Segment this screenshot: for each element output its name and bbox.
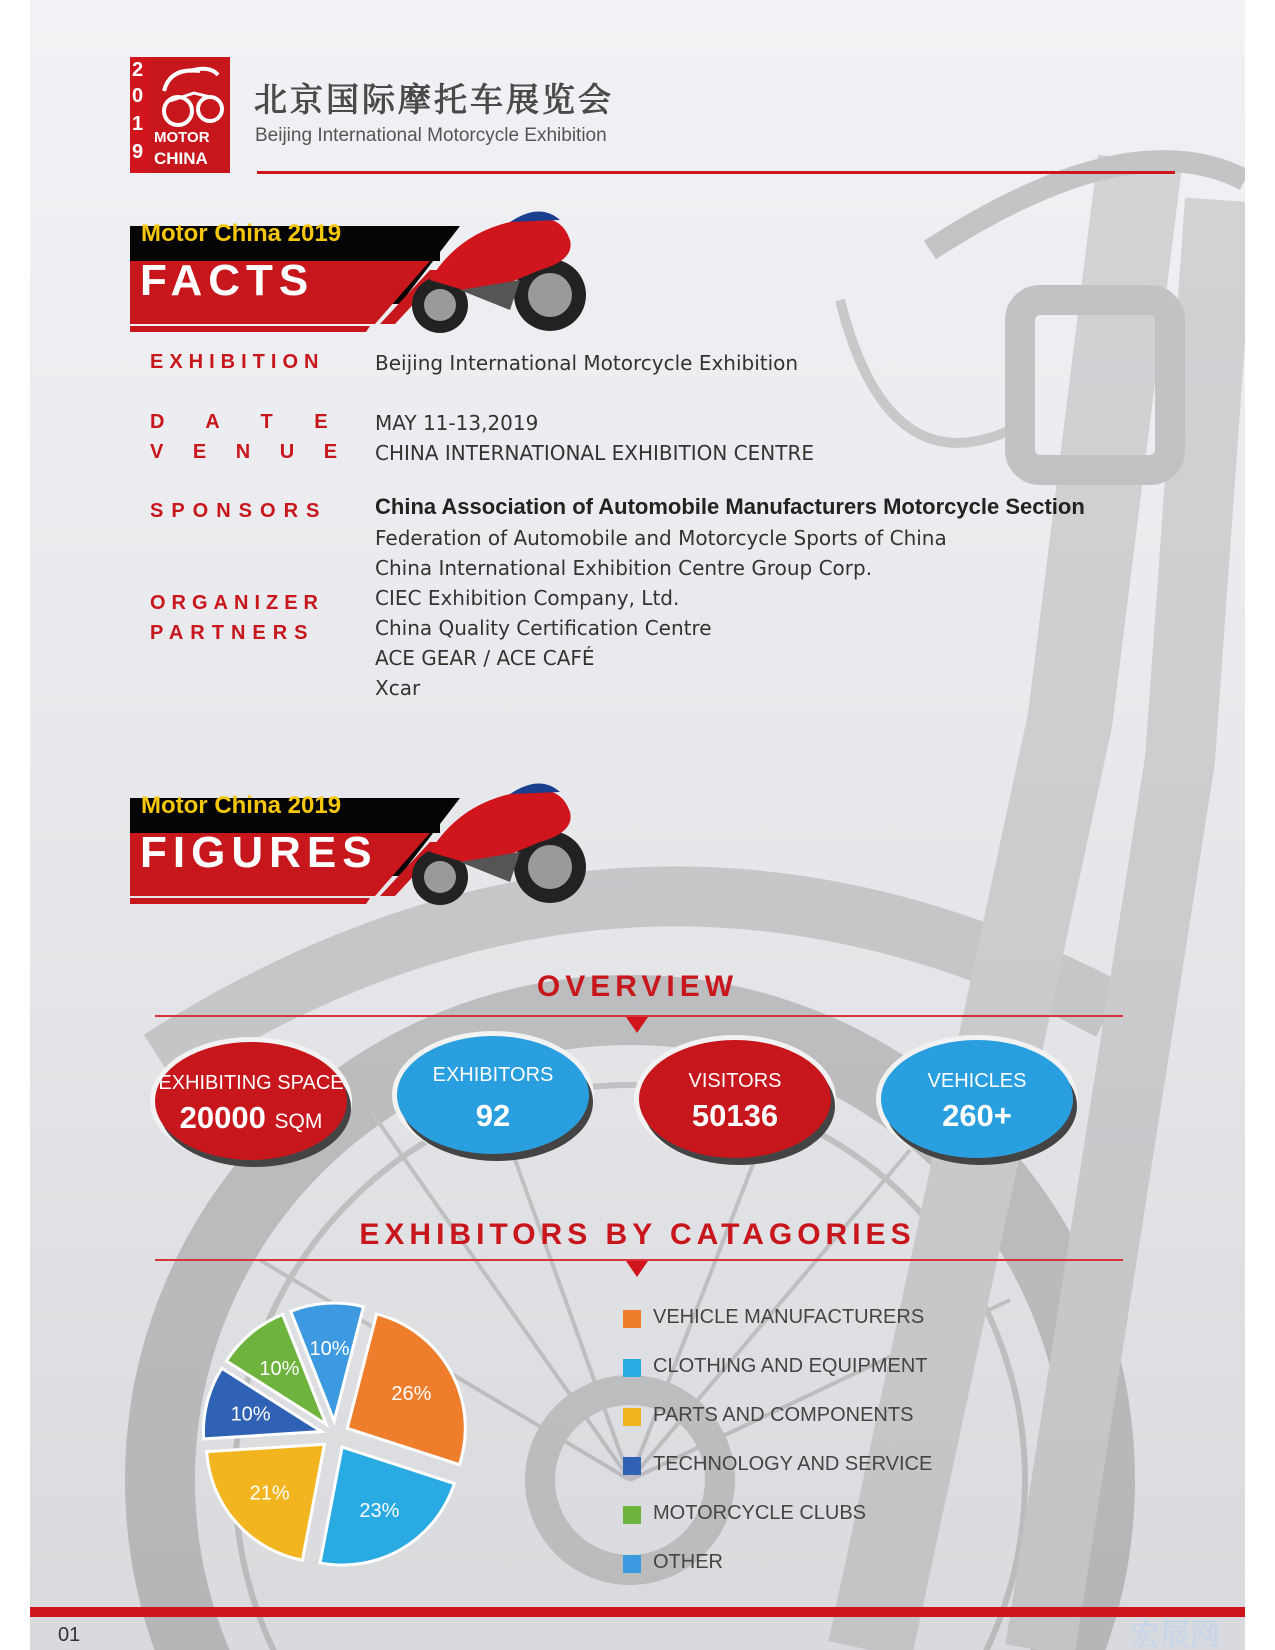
fact-label-venue: V E N U E bbox=[150, 441, 350, 463]
stat-number: 20000 bbox=[179, 1100, 266, 1135]
logo-digit-1: 2 bbox=[132, 59, 144, 81]
legend-label: CLOTHING AND EQUIPMENT bbox=[653, 1355, 928, 1377]
facts-banner-title: FACTS bbox=[140, 256, 315, 305]
header-divider bbox=[257, 171, 1175, 174]
fact-label-date: D A T E bbox=[150, 411, 346, 433]
stat-label: EXHIBITING SPACE bbox=[158, 1072, 344, 1094]
legend-label: MOTORCYCLE CLUBS bbox=[653, 1502, 867, 1524]
fact-value-sponsor-1: China Association of Automobile Manufacturers Motorcycle Section bbox=[375, 494, 1085, 519]
pie-label-4: 10% bbox=[259, 1357, 300, 1380]
figures-banner bbox=[130, 772, 590, 912]
fact-value-organizer: CIEC Exhibition Company, Ltd. bbox=[375, 586, 680, 610]
fact-value-sponsor-3: China International Exhibition Centre Group Corp. bbox=[375, 556, 873, 580]
figures-banner-title: FIGURES bbox=[140, 828, 378, 877]
page-title-chinese: 北京国际摩托车展览会 bbox=[254, 80, 614, 119]
footer-bar bbox=[30, 1607, 1245, 1617]
exhibitors-pie-chart bbox=[180, 1280, 490, 1590]
logo-digit-2: 0 bbox=[132, 85, 144, 107]
legend-swatch bbox=[623, 1506, 641, 1524]
pie-label-2: 21% bbox=[249, 1482, 290, 1505]
logo-text-motor: MOTOR bbox=[154, 129, 210, 146]
facts-banner bbox=[130, 200, 590, 340]
fact-value-partner-1: China Quality Certification Centre bbox=[375, 616, 712, 640]
pie-label-5: 10% bbox=[309, 1338, 350, 1361]
fact-value-date: MAY 11-13,2019 bbox=[375, 411, 539, 435]
legend-swatch bbox=[623, 1457, 641, 1475]
logo-digit-3: 1 bbox=[132, 113, 144, 135]
categories-pointer-icon bbox=[626, 1261, 648, 1277]
fact-label-sponsors: SPONSORS bbox=[150, 500, 328, 522]
stat-value bbox=[155, 1100, 347, 1136]
page-title-english: Beijing International Motorcycle Exhibition bbox=[255, 125, 607, 146]
stat-exhibitors bbox=[397, 1036, 589, 1154]
fact-value-partner-3: Xcar bbox=[375, 676, 421, 700]
motorcycle-illustration bbox=[400, 200, 590, 340]
legend-swatch bbox=[623, 1359, 641, 1377]
stat-label: VEHICLES bbox=[927, 1070, 1027, 1092]
site-watermark: 宏展网 bbox=[1130, 1619, 1220, 1650]
fact-value-venue: CHINA INTERNATIONAL EXHIBITION CENTRE bbox=[375, 441, 814, 465]
stat-vehicles bbox=[881, 1040, 1073, 1158]
motorcycle-illustration bbox=[400, 772, 590, 912]
legend-label: OTHER bbox=[653, 1551, 723, 1573]
stat-unit: SQM bbox=[274, 1110, 323, 1133]
stat-visitors bbox=[639, 1040, 831, 1158]
pie-label-0: 26% bbox=[391, 1383, 432, 1406]
stat-label: VISITORS bbox=[688, 1070, 782, 1092]
figures-banner-subtitle: Motor China 2019 bbox=[141, 792, 342, 819]
fact-label-partners: PARTNERS bbox=[150, 622, 315, 644]
legend-label: VEHICLE MANUFACTURERS bbox=[653, 1306, 925, 1328]
pie-label-1: 23% bbox=[359, 1500, 400, 1523]
legend-swatch bbox=[623, 1310, 641, 1328]
overview-pointer-icon bbox=[626, 1017, 648, 1033]
logo-digit-4: 9 bbox=[132, 141, 144, 163]
logo-text-china: CHINA bbox=[154, 149, 208, 168]
brochure-page bbox=[30, 0, 1245, 1650]
stat-label: EXHIBITORS bbox=[432, 1064, 554, 1086]
legend-label: TECHNOLOGY AND SERVICE bbox=[653, 1453, 933, 1475]
stat-number: 50136 bbox=[691, 1098, 779, 1133]
fact-label-organizer: ORGANIZER bbox=[150, 592, 324, 614]
fact-label-exhibition: EXHIBITION bbox=[150, 351, 325, 373]
categories-heading: EXHIBITORS BY CATAGORIES bbox=[359, 1218, 916, 1251]
stat-number: 260+ bbox=[942, 1098, 1012, 1133]
stat-exhibiting-space bbox=[155, 1042, 347, 1160]
motor-china-logo bbox=[130, 57, 230, 173]
legend-swatch bbox=[623, 1408, 641, 1426]
legend-label: PARTS AND COMPONENTS bbox=[653, 1404, 914, 1426]
fact-value-partner-2: ACE GEAR / ACE CAFÉ bbox=[375, 646, 595, 670]
stat-number: 92 bbox=[475, 1098, 511, 1133]
overview-heading: OVERVIEW bbox=[536, 970, 739, 1003]
page-number: 01 bbox=[58, 1624, 81, 1646]
legend-swatch bbox=[623, 1555, 641, 1573]
fact-value-sponsor-2: Federation of Automobile and Motorcycle Sports of China bbox=[375, 526, 947, 550]
fact-value-exhibition: Beijing International Motorcycle Exhibition bbox=[375, 351, 799, 375]
facts-banner-subtitle: Motor China 2019 bbox=[141, 220, 342, 247]
pie-label-3: 10% bbox=[230, 1403, 271, 1426]
